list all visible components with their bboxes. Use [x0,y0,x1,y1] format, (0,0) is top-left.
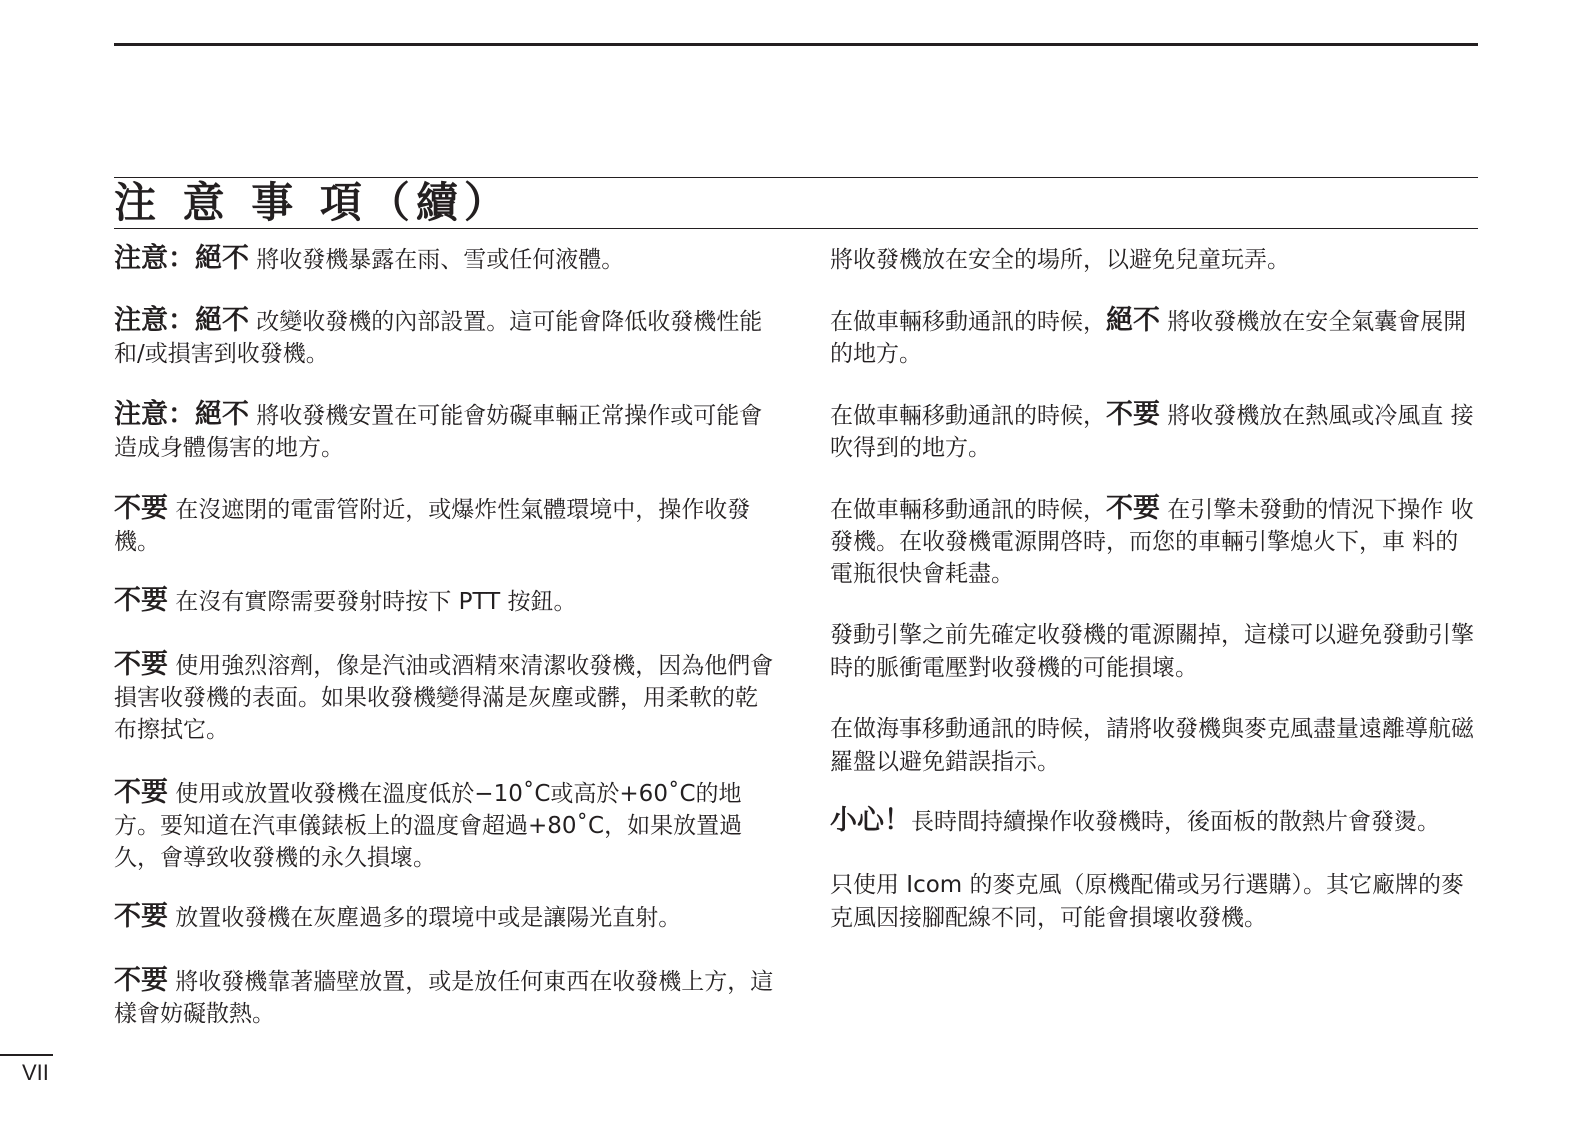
paragraph-keyword: 不要 [114,965,168,996]
caution-paragraph [114,965,774,1030]
paragraph-lead: 發動引擎之前先確定收發機的電源關掉，這樣可以避免發動引擎時的脈衝電壓對收發機的可能損壞。 [830,622,1474,681]
paragraph-keyword: 不要 [1106,493,1160,524]
caution-paragraph [830,305,1480,370]
caution-paragraph [830,869,1480,934]
paragraph-lead: 在做海事移動通訊的時候，請將收發機與麥克風盡量遠離導航磁羅盤以避免錯誤指示。 [830,716,1474,775]
paragraph-text: 將收發機放在安全氣囊會展開的地方。 [830,309,1467,367]
paragraph-keyword: 不要 [114,777,168,808]
caution-paragraph [830,619,1480,684]
paragraph-lead: 在做車輛移動通訊的時候， [830,403,1106,429]
caution-paragraph [114,901,774,934]
caution-paragraph [830,493,1480,590]
caution-paragraph [114,305,774,370]
paragraph-text: 將收發機靠著牆壁放置，或是放任何東西在收發機上方，這樣會妨礙散熱。 [114,969,774,1027]
caution-paragraph [830,805,1480,838]
paragraph-text: 將收發機暴露在雨、雪或任何液體。 [249,247,625,273]
paragraph-text: 將收發機安置在可能會妨礙車輛正常操作或可能會造成身體傷害的地方。 [114,403,763,461]
section-header [114,177,1478,229]
paragraph-text: 放置收發機在灰塵過多的環境中或是讓陽光直射。 [168,905,682,931]
paragraph-keyword: 注意：絕不 [114,243,249,274]
paragraph-keyword: 注意：絕不 [114,305,249,336]
paragraph-keyword: 不要 [114,649,168,680]
paragraph-keyword: 不要 [1106,399,1160,430]
paragraph-text: 在沒有實際需要發射時按下 PTT 按鈕。 [168,589,577,615]
paragraph-keyword: 絕不 [1106,305,1160,336]
paragraph-keyword: 不要 [114,585,168,616]
paragraph-text: 改變收發機的內部設置。這可能會降低收發機性能和/或損害到收發機。 [114,309,763,367]
paragraph-keyword: 不要 [114,901,168,932]
caution-paragraph [114,399,774,464]
paragraph-lead: 在做車輛移動通訊的時候， [830,497,1106,523]
caution-paragraph [830,713,1480,778]
paragraph-text: 將收發機放在熱風或冷風直 接吹得到的地方。 [830,403,1474,461]
paragraph-text: 長時間持續操作收發機時，後面板的散熱片會發燙。 [911,809,1440,835]
caution-paragraph [830,399,1480,464]
paragraph-keyword: 不要 [114,493,168,524]
caution-paragraph [114,777,774,874]
caution-paragraph [830,243,1480,276]
paragraph-lead: 在做車輛移動通訊的時候， [830,309,1106,335]
caution-paragraph [114,243,774,276]
paragraph-text: 使用或放置收發機在溫度低於−10˚C或高於+60˚C的地方。要知道在汽車儀錶板上的溫度會超過+80˚C，如果放置過久，會導致收發機的永久損壞。 [114,781,743,871]
paragraph-lead: 將收發機放在安全的場所，以避免兒童玩弄。 [830,247,1290,273]
paragraph-text: 在引擎未發動的情況下操作 收發機。在收發機電源開啓時，而您的車輛引擎熄火下，車 料的電瓶很快會耗盡。 [830,497,1474,587]
top-rule [114,43,1478,46]
caution-paragraph [114,585,774,618]
paragraph-text: 使用強烈溶劑，像是汽油或酒精來清潔收發機，因為他們會損害收發機的表面。如果收發機變得滿是灰塵或髒，用柔軟的乾布擦拭它。 [114,653,774,743]
page-number: VII [22,1060,49,1085]
paragraph-keyword: 小心！ [830,805,911,836]
paragraph-text: 在沒遮閉的電雷管附近，或爆炸性氣體環境中，操作收發機。 [114,497,751,555]
section-title: 注 意 事 項（續） [114,178,512,227]
caution-paragraph [114,649,774,746]
page-number-rule [0,1054,53,1056]
paragraph-lead: 只使用 Icom 的麥克風（原機配備或另行選購）。其它廠牌的麥克風因接腳配線不同，可能會損壞收發機。 [830,872,1465,931]
caution-paragraph [114,493,774,558]
paragraph-keyword: 注意：絕不 [114,399,249,430]
